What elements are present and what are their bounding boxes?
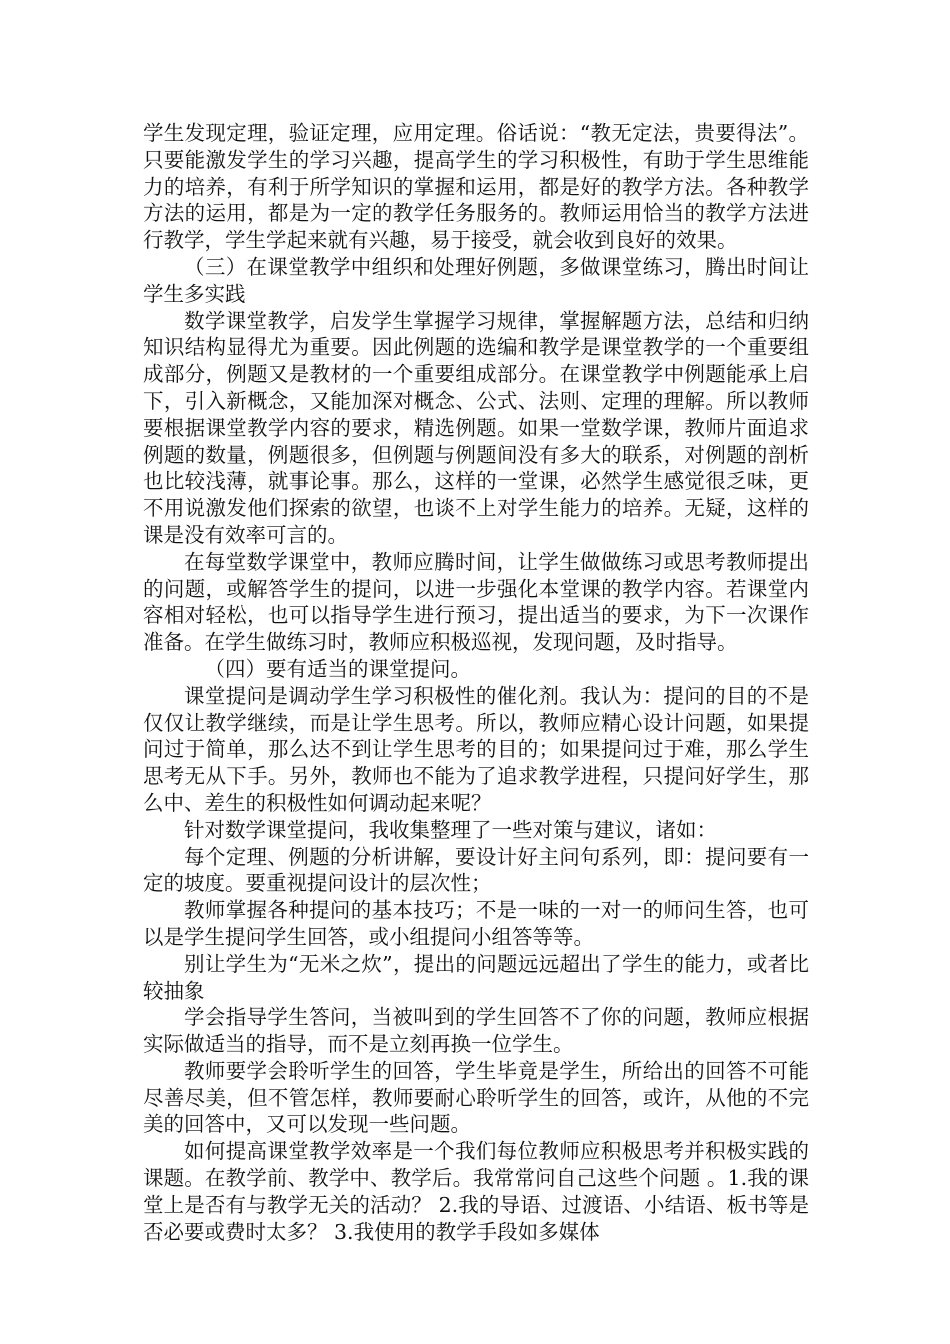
- paragraph: 在每堂数学课堂中，教师应腾时间，让学生做做练习或思考教师提出的问题，或解答学生的提问，以进一步强化本堂课的教学内容。若课堂内容相对轻松，也可以指导学生进行预习，提出适当的要求，为下一次课作准备。在学生做练习时，教师应积极巡视，发现问题，及时指导。: [143, 549, 809, 655]
- paragraph: 如何提高课堂教学效率是一个我们每位教师应积极思考并积极实践的课题。在教学前、教学中、教学后。我常常问自己这些个问题 。1.我的课堂上是否有与教学无关的活动？ 2.我的导语、过渡语、小结语、板书等是否必要或费时太多？ 3.我使用的教学手段如多媒体: [143, 1139, 809, 1244]
- section-heading-3: （三）在课堂教学中组织和处理好例题，多做课堂练习，腾出时间让学生多实践: [143, 254, 809, 306]
- paragraph: 每个定理、例题的分析讲解，要设计好主问句系列，即：提问要有一定的坡度。要重视提问设计的层次性；: [143, 844, 809, 896]
- paragraph: 课堂提问是调动学生学习积极性的催化剂。我认为：提问的目的不是仅仅让教学继续，而是让学生思考。所以，教师应精心设计问题，如果提问过于简单，那么达不到让学生思考的目的；如果提问过于难，那么学生思考无从下手。另外，教师也不能为了追求教学进程，只提问好学生，那么中、差生的积极性如何调动起来呢？: [143, 683, 809, 815]
- paragraph: 别让学生为“无米之炊”，提出的问题远远超出了学生的能力，或者比较抽象: [143, 951, 809, 1003]
- section-heading-4: （四）要有适当的课堂提问。: [204, 656, 471, 681]
- paragraph: 数学课堂教学，启发学生掌握学习规律，掌握解题方法，总结和归纳知识结构显得尤为重要。因此例题的选编和教学是课堂教学的一个重要组成部分，例题又是教材的一个重要组成部分。在课堂教学中例题能承上启下，引入新概念，又能加深对概念、公式、法则、定理的理解。所以教师要根据课堂教学内容的要求，精选例题。如果一堂数学课，教师片面追求例题的数量，例题很多，但例题与例题间没有多大的联系，对例题的剖析也比较浅薄，就事论事。那么，这样的一堂课，必然学生感觉很乏味，更不用说激发他们探索的欲望，也谈不上对学生能力的培养。无疑，这样的课是没有效率可言的。: [143, 308, 809, 547]
- paragraph: 学会指导学生答问，当被叫到的学生回答不了你的问题，教师应根据实际做适当的指导，而不是立刻再换一位学生。: [143, 1005, 809, 1057]
- paragraph: 教师掌握各种提问的基本技巧；不是一味的一对一的师问生答，也可以是学生提问学生回答，或小组提问小组答等等。: [143, 898, 809, 949]
- paragraph: 教师要学会聆听学生的回答，学生毕竟是学生，所给出的回答不可能尽善尽美，但不管怎样，教师要耐心聆听学生的回答，或许，从他的不完美的回答中，又可以发现一些问题。: [143, 1058, 809, 1137]
- document-body: [143, 120, 809, 1245]
- paragraph: 针对数学课堂提问，我收集整理了一些对策与建议，诸如：: [184, 817, 717, 842]
- paragraph: 学生发现定理，验证定理，应用定理。俗话说：“教无定法，贵要得法”。只要能激发学生的学习兴趣，提高学生的学习积极性，有助于学生思维能力的培养，有利于所学知识的掌握和运用，都是好的教学方法。各种教学方法的运用，都是为一定的教学任务服务的。教师运用恰当的教学方法进行教学，学生学起来就有兴趣，易于接受，就会收到良好的效果。: [143, 121, 809, 253]
